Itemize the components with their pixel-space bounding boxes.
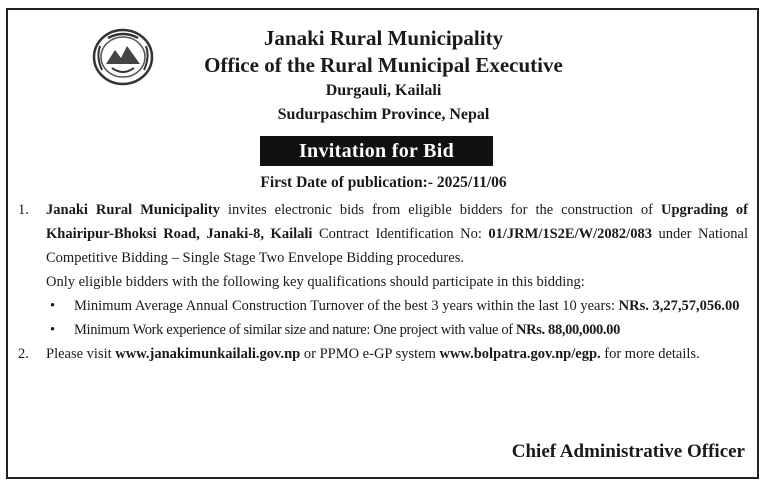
office-name: Office of the Rural Municipal Executive [204,53,563,77]
municipality-website-link[interactable]: www.janakimunkailali.gov.np [115,346,301,362]
item-number: 2. [18,346,29,362]
item-text: invites electronic bids from eligible bidders for the construction of [219,202,661,218]
notice-body [18,198,748,366]
item-text: or PPMO e-GP system [300,346,440,362]
office-location: Durgauli, Kailali [325,82,442,99]
item-text: under National Competitive Bidding – Single Stage Two Envelope Bidding procedures. [46,226,748,266]
contract-id: 01/JRM/1S2E/W/2082/083 [488,226,652,242]
org-name-bold: Janaki Rural Municipality [46,202,220,218]
item-text: for more details. [600,346,700,362]
turnover-value: NRs. 3,27,57,056.00 [618,298,740,314]
publication-date: First Date of publication:- 2025/11/06 [260,174,507,191]
project-name: Upgrading of Khairipur-Bhoksi Road, Janaki-8, Kailali [46,202,748,242]
eligibility-text: Only eligible bidders with the following key qualifications should participate in this bidding: [46,274,585,290]
signatory-title: Chief Administrative Officer [511,441,745,462]
item-text: Please visit [46,346,116,362]
qualification-bullet-1 [18,294,748,318]
egp-website-link[interactable]: www.bolpatra.gov.np/egp. [439,346,601,362]
province-name: Sudurpaschim Province, Nepal [277,106,490,123]
item-2 [18,342,748,366]
bullet-text: Minimum Work experience of similar size and nature: One project with value of [74,322,516,338]
bullet-icon: • [50,322,55,338]
work-value: NRs. 88,00,000.00 [515,322,620,338]
qualification-bullet-2 [18,318,748,342]
municipality-name: Janaki Rural Municipality [263,26,504,50]
item-number: 1. [18,202,29,218]
notice-title-banner: Invitation for Bid [260,136,493,166]
bullet-icon: • [50,298,56,314]
bullet-text: Minimum Average Annual Construction Turnover of the best 3 years within the last 10 years: [74,298,619,314]
item-text: Contract Identification No: [312,226,489,242]
item-1 [18,198,748,270]
